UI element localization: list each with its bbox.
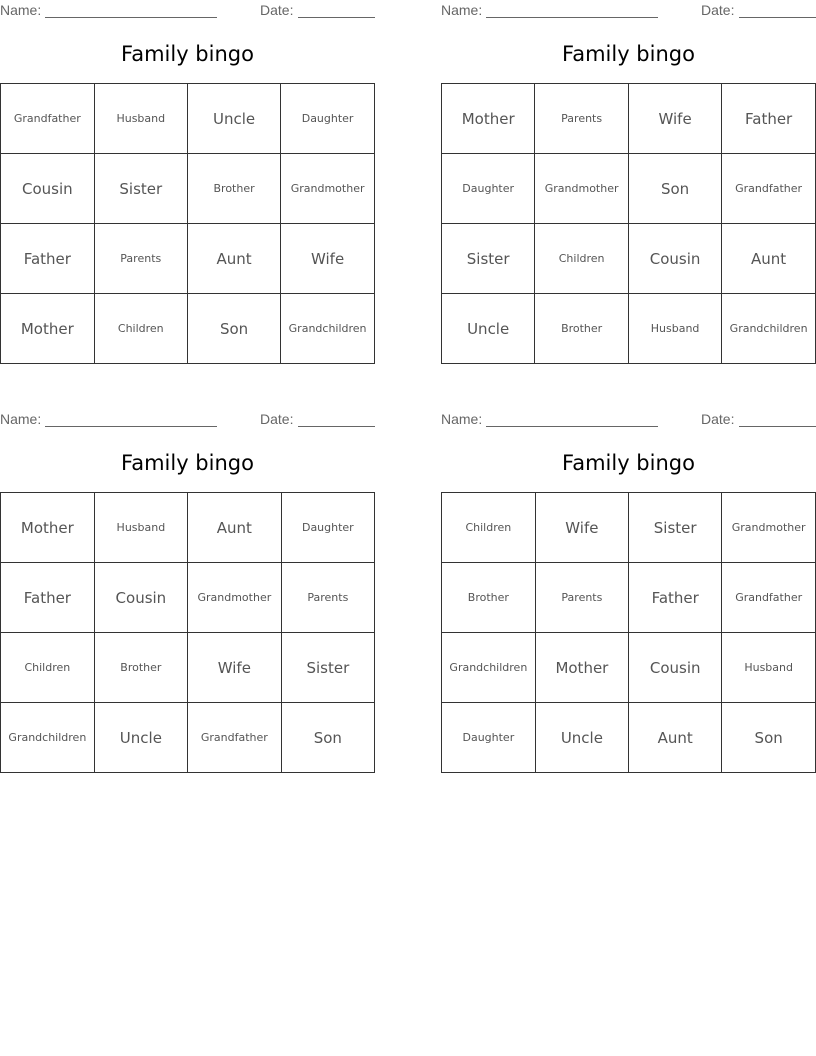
bingo-cell: Father xyxy=(1,224,95,294)
bingo-cell: Aunt xyxy=(722,224,816,294)
bingo-grid xyxy=(441,492,816,773)
card-title: Family bingo xyxy=(562,451,695,475)
bingo-cell: Parents xyxy=(94,224,187,294)
date-blank-line xyxy=(739,17,816,18)
bingo-cell: Grandchildren xyxy=(722,294,816,364)
card-header xyxy=(0,0,375,22)
date-blank-line xyxy=(739,426,816,427)
grid-row xyxy=(1,84,375,154)
bingo-cell: Brother xyxy=(535,294,629,364)
bingo-cell: Father xyxy=(1,563,95,633)
name-blank-line xyxy=(486,17,658,18)
date-label: Date: xyxy=(260,411,294,427)
bingo-cell: Grandchildren xyxy=(281,294,375,364)
bingo-cell: Husband xyxy=(628,294,721,364)
bingo-cell: Son xyxy=(187,294,280,364)
grid-row xyxy=(1,633,375,703)
bingo-cell: Husband xyxy=(94,493,187,563)
bingo-cell: Brother xyxy=(442,563,536,633)
card-header xyxy=(441,0,816,22)
bingo-cell: Children xyxy=(442,493,536,563)
bingo-grid xyxy=(441,83,816,364)
grid-row xyxy=(442,703,816,773)
bingo-cell: Brother xyxy=(94,633,187,703)
name-label: Name: xyxy=(441,2,483,18)
name-blank-line xyxy=(45,17,217,18)
grid-row xyxy=(442,633,816,703)
bingo-cell: Mother xyxy=(535,633,628,703)
bingo-cell: Daughter xyxy=(442,154,535,224)
date-label: Date: xyxy=(701,411,735,427)
bingo-card xyxy=(441,409,816,747)
grid-row xyxy=(442,154,816,224)
name-blank-line xyxy=(486,426,658,427)
bingo-cell: Daughter xyxy=(442,703,536,773)
bingo-cell: Cousin xyxy=(94,563,187,633)
grid-row xyxy=(1,154,375,224)
bingo-grid xyxy=(0,83,375,364)
bingo-cell: Grandmother xyxy=(722,493,816,563)
bingo-cell: Cousin xyxy=(628,224,721,294)
bingo-cell: Aunt xyxy=(188,493,282,563)
bingo-cell: Wife xyxy=(535,493,628,563)
bingo-cell: Uncle xyxy=(94,703,187,773)
date-blank-line xyxy=(298,426,375,427)
bingo-card xyxy=(0,0,375,338)
bingo-cell: Grandfather xyxy=(188,703,282,773)
grid-row xyxy=(1,563,375,633)
bingo-cell: Mother xyxy=(442,84,535,154)
bingo-cell: Grandchildren xyxy=(1,703,95,773)
bingo-cell: Cousin xyxy=(629,633,722,703)
bingo-cell: Grandmother xyxy=(188,563,282,633)
bingo-cell: Children xyxy=(535,224,629,294)
card-title: Family bingo xyxy=(121,42,254,66)
bingo-cell: Mother xyxy=(1,493,95,563)
grid-row xyxy=(1,703,375,773)
bingo-cell: Parents xyxy=(281,563,374,633)
bingo-card xyxy=(0,409,375,747)
date-label: Date: xyxy=(260,2,294,18)
bingo-cell: Children xyxy=(94,294,187,364)
bingo-cell: Brother xyxy=(187,154,280,224)
card-title: Family bingo xyxy=(121,451,254,475)
bingo-cell: Mother xyxy=(1,294,95,364)
bingo-cell: Aunt xyxy=(187,224,280,294)
bingo-cell: Uncle xyxy=(187,84,280,154)
bingo-cell: Grandfather xyxy=(722,563,816,633)
bingo-cell: Husband xyxy=(94,84,187,154)
bingo-cell: Daughter xyxy=(281,493,374,563)
date-label: Date: xyxy=(701,2,735,18)
card-header xyxy=(441,409,816,431)
bingo-cell: Sister xyxy=(94,154,187,224)
grid-row xyxy=(442,294,816,364)
bingo-cell: Sister xyxy=(281,633,374,703)
bingo-cell: Wife xyxy=(188,633,282,703)
name-label: Name: xyxy=(0,411,42,427)
bingo-cell: Husband xyxy=(722,633,816,703)
bingo-cell: Grandchildren xyxy=(442,633,536,703)
grid-row xyxy=(1,493,375,563)
grid-row xyxy=(442,493,816,563)
bingo-cell: Uncle xyxy=(535,703,628,773)
bingo-cell: Son xyxy=(722,703,816,773)
name-blank-line xyxy=(45,426,217,427)
bingo-cell: Grandfather xyxy=(722,154,816,224)
grid-row xyxy=(442,84,816,154)
bingo-cell: Son xyxy=(628,154,721,224)
bingo-cell: Aunt xyxy=(629,703,722,773)
card-header xyxy=(0,409,375,431)
bingo-cell: Cousin xyxy=(1,154,95,224)
bingo-grid xyxy=(0,492,375,773)
bingo-cell: Uncle xyxy=(442,294,535,364)
bingo-cell: Wife xyxy=(628,84,721,154)
bingo-cell: Wife xyxy=(281,224,375,294)
bingo-cell: Sister xyxy=(629,493,722,563)
bingo-cell: Parents xyxy=(535,563,628,633)
bingo-cell: Grandmother xyxy=(535,154,629,224)
bingo-cell: Father xyxy=(629,563,722,633)
bingo-cell: Sister xyxy=(442,224,535,294)
card-title: Family bingo xyxy=(562,42,695,66)
grid-row xyxy=(1,224,375,294)
grid-row xyxy=(1,294,375,364)
grid-row xyxy=(442,224,816,294)
bingo-cell: Children xyxy=(1,633,95,703)
bingo-cell: Father xyxy=(722,84,816,154)
name-label: Name: xyxy=(0,2,42,18)
bingo-cell: Grandmother xyxy=(281,154,375,224)
bingo-card xyxy=(441,0,816,338)
bingo-cell: Daughter xyxy=(281,84,375,154)
grid-row xyxy=(442,563,816,633)
date-blank-line xyxy=(298,17,375,18)
name-label: Name: xyxy=(441,411,483,427)
bingo-cell: Parents xyxy=(535,84,629,154)
bingo-cell: Grandfather xyxy=(1,84,95,154)
bingo-cell: Son xyxy=(281,703,374,773)
